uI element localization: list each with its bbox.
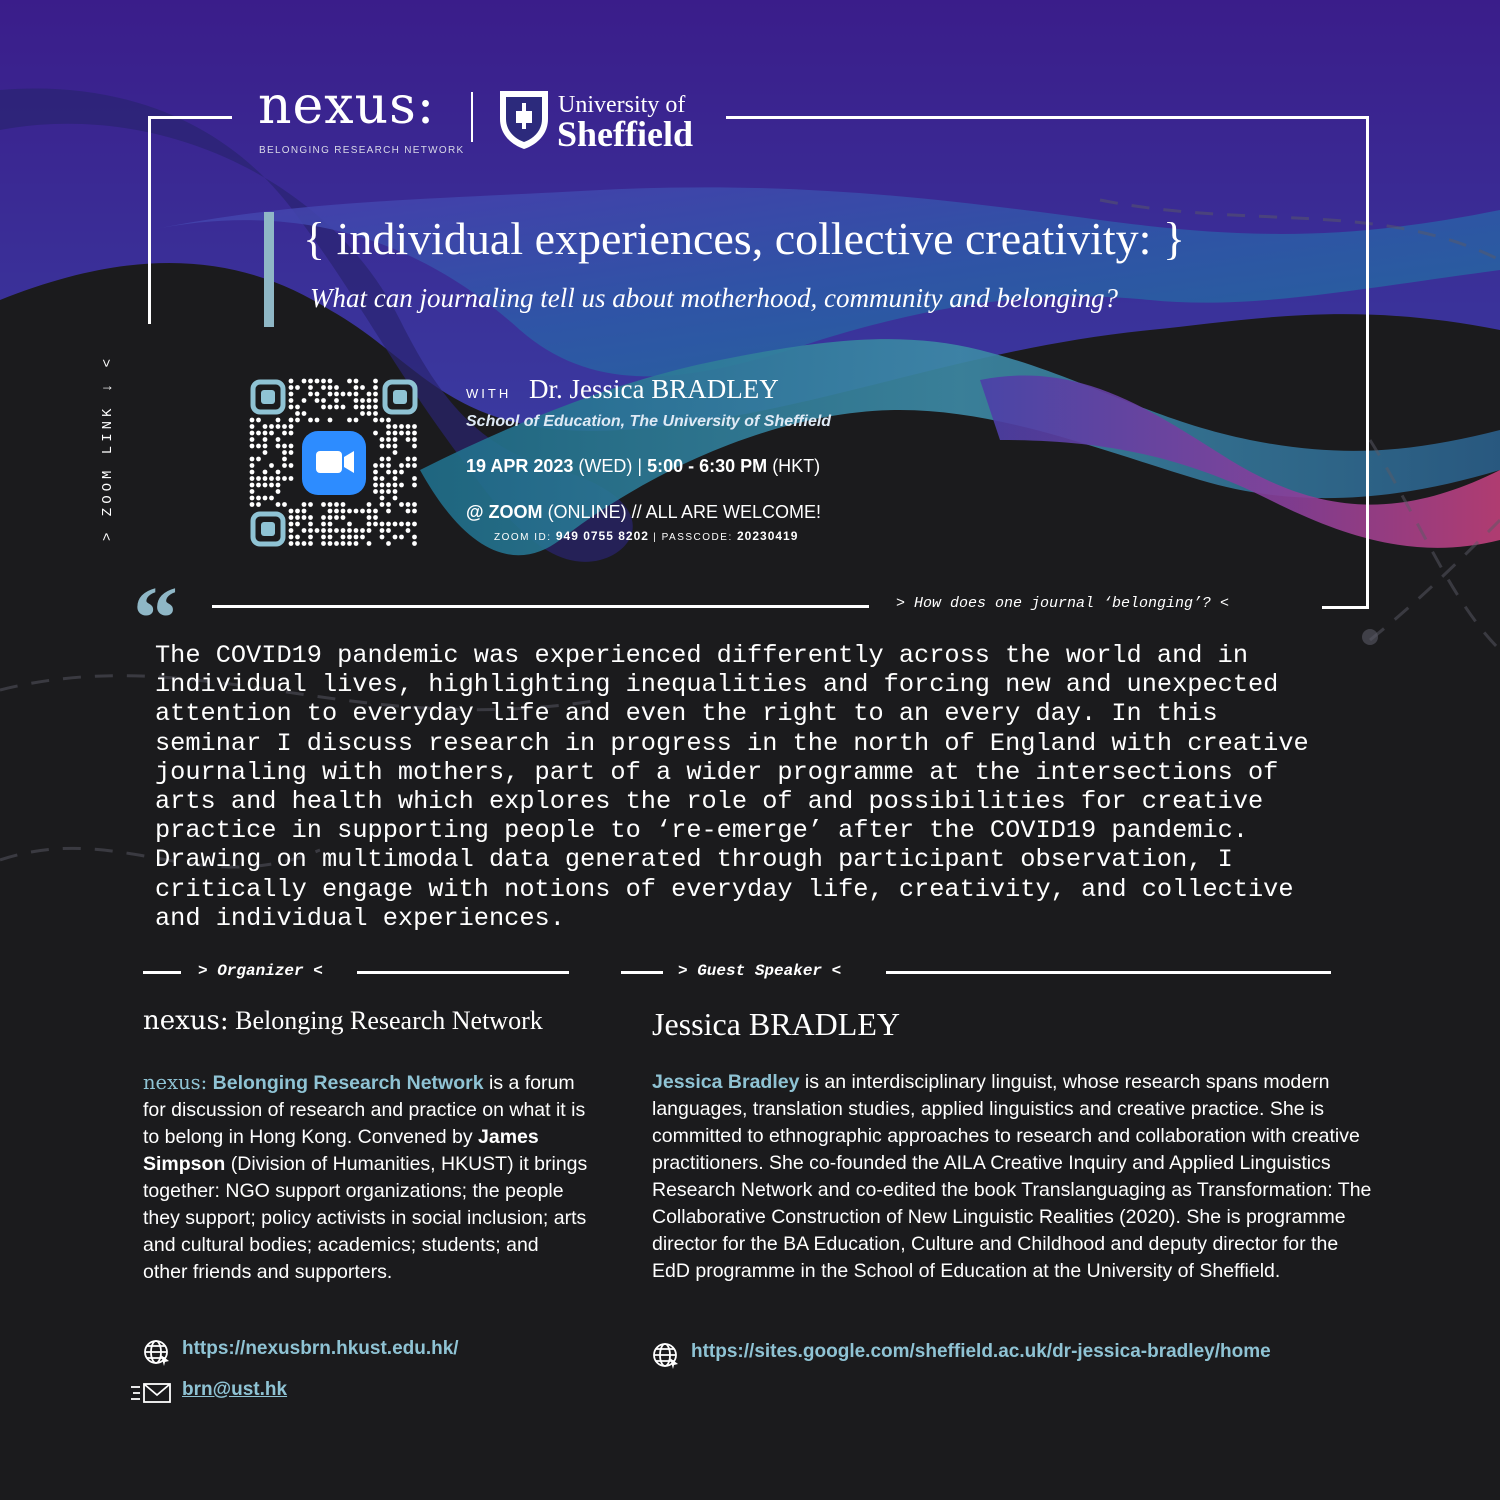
event-subtitle: What can journaling tell us about motherhood, community and belonging? [310, 283, 1118, 313]
zoom-link-label: > ZOOM LINK ↓ < [100, 354, 116, 542]
venue-mode: (ONLINE) // ALL ARE WELCOME! [547, 502, 821, 522]
nexus-tagline: BELONGING RESEARCH NETWORK [259, 145, 465, 156]
passcode: 20230419 [737, 529, 799, 543]
zoom-id: 949 0755 8202 [555, 529, 649, 543]
email-icon [130, 1382, 172, 1404]
frame-top-right-line [726, 116, 1369, 119]
organizer-convener: James Simpson [143, 1126, 539, 1175]
globe-icon [652, 1342, 680, 1370]
abstract-text: The COVID19 pandemic was experienced differently across the world and in individual lives, highlighting inequalities and forcing new and unexpected attention to everyday life and even the right to an every day. In this seminar I discuss research in progress in the north of England with creative journaling with mothers, part of a wider programme at the intersections of arts and health which explores the role of and possibilities for creative practice in supporting people to ‘re-emerge’ after the COVID19 pandemic. Drawing on multimodal data generated through participant observation, I critically engage with notions of everyday life, creativity, and collective and individual experiences. [155, 641, 1309, 933]
university-name: Sheffield [557, 114, 694, 154]
event-datetime: 19 APR 2023 (WED) | 5:00 - 6:30 PM (HKT) [466, 456, 821, 476]
quote-mark-icon: “ [133, 569, 178, 668]
organizer-rule-left [143, 971, 181, 974]
guest-speaker-bio-text: is an interdisciplinary linguist, whose research spans modern languages, translation studies, applied linguistics and creative practice. She is committed to ethnographic approaches to research and collaboration with creative practitioners. She co-founded the AILA Creative Inquiry and Applied Linguistics Research Network and co-edited the book Translanguaging as Transformation: The Collaborative Construction of New Linguistic Realities (2020). She is programme director for the BA Education, Culture and Childhood and deputy director for the EdD programme in the School of Education at the University of Sheffield. [652, 1071, 1372, 1282]
quote-rule-line [212, 605, 869, 608]
event-date: 19 APR 2023 [466, 456, 574, 476]
organizer-title-text: Belonging Research Network [235, 1006, 543, 1035]
event-title: { individual experiences, collective creativity: } [303, 213, 1186, 264]
quote-prompt: > How does one journal ‘belonging’? < [896, 595, 1230, 612]
organizer-website-link[interactable]: https://nexusbrn.hkust.edu.hk/ [182, 1338, 459, 1359]
globe-icon [143, 1339, 171, 1367]
with-label: WITH [466, 386, 512, 401]
event-venue [466, 502, 821, 523]
organizer-title [143, 1006, 543, 1036]
event-day: (WED) [578, 456, 633, 476]
organizer-desc-logo: nexus: [143, 1071, 208, 1094]
logo-divider [471, 92, 473, 142]
frame-right-line [1366, 116, 1369, 609]
speaker-affiliation: School of Education, The University of Sheffield [466, 413, 832, 430]
organizer-rule-right [357, 971, 569, 974]
guest-speaker-name: Jessica BRADLEY [652, 1006, 900, 1042]
organizer-section-label: > Organizer < [198, 962, 323, 980]
nexus-logo: nexus: [258, 76, 436, 136]
organizer-desc-part1: is a forum for discussion of research and practice on what it is to belong in Hong Kong. Convened by [143, 1072, 586, 1148]
title-accent-bar [264, 212, 274, 327]
venue-at: @ ZOOM [466, 502, 543, 522]
university-crest-icon [498, 89, 550, 151]
frame-top-left-line [148, 116, 232, 119]
organizer-email-link[interactable]: brn@ust.hk [182, 1379, 288, 1400]
organizer-title-logo: nexus: [143, 1006, 229, 1036]
zoom-details: ZOOM ID: 949 0755 8202 | PASSCODE: 20230419 [494, 529, 799, 543]
organizer-desc-name: Belonging Research Network [212, 1072, 484, 1094]
speaker-name: Dr. Jessica BRADLEY [529, 374, 779, 404]
speaker-rule-left [621, 971, 663, 974]
organizer-description [143, 1069, 588, 1286]
event-time: 5:00 - 6:30 PM [647, 456, 768, 476]
zoom-id-label: ZOOM ID: [494, 532, 552, 543]
guest-speaker-website-link[interactable]: https://sites.google.com/sheffield.ac.uk/dr-jessica-bradley/home [691, 1341, 1271, 1362]
passcode-label: PASSCODE: [661, 532, 733, 543]
university-line1: University of [558, 92, 686, 118]
frame-bottom-right-line [1322, 606, 1369, 609]
speaker-section-label: > Guest Speaker < [678, 962, 842, 980]
zoom-camera-icon [302, 431, 366, 495]
frame-left-line [148, 116, 151, 324]
guest-speaker-bio-name: Jessica Bradley [652, 1071, 800, 1093]
event-timezone: (HKT) [772, 456, 821, 476]
guest-speaker-bio [652, 1069, 1372, 1285]
speaker-rule-right [886, 971, 1331, 974]
zoom-qr-code[interactable] [249, 378, 419, 548]
organizer-desc-part2: (Division of Humanities, HKUST) it brings together: NGO support organizations; the people they support; policy activists in social inclusion; arts and cultural bodies; academics; students; and other friends and supporters. [143, 1153, 588, 1283]
